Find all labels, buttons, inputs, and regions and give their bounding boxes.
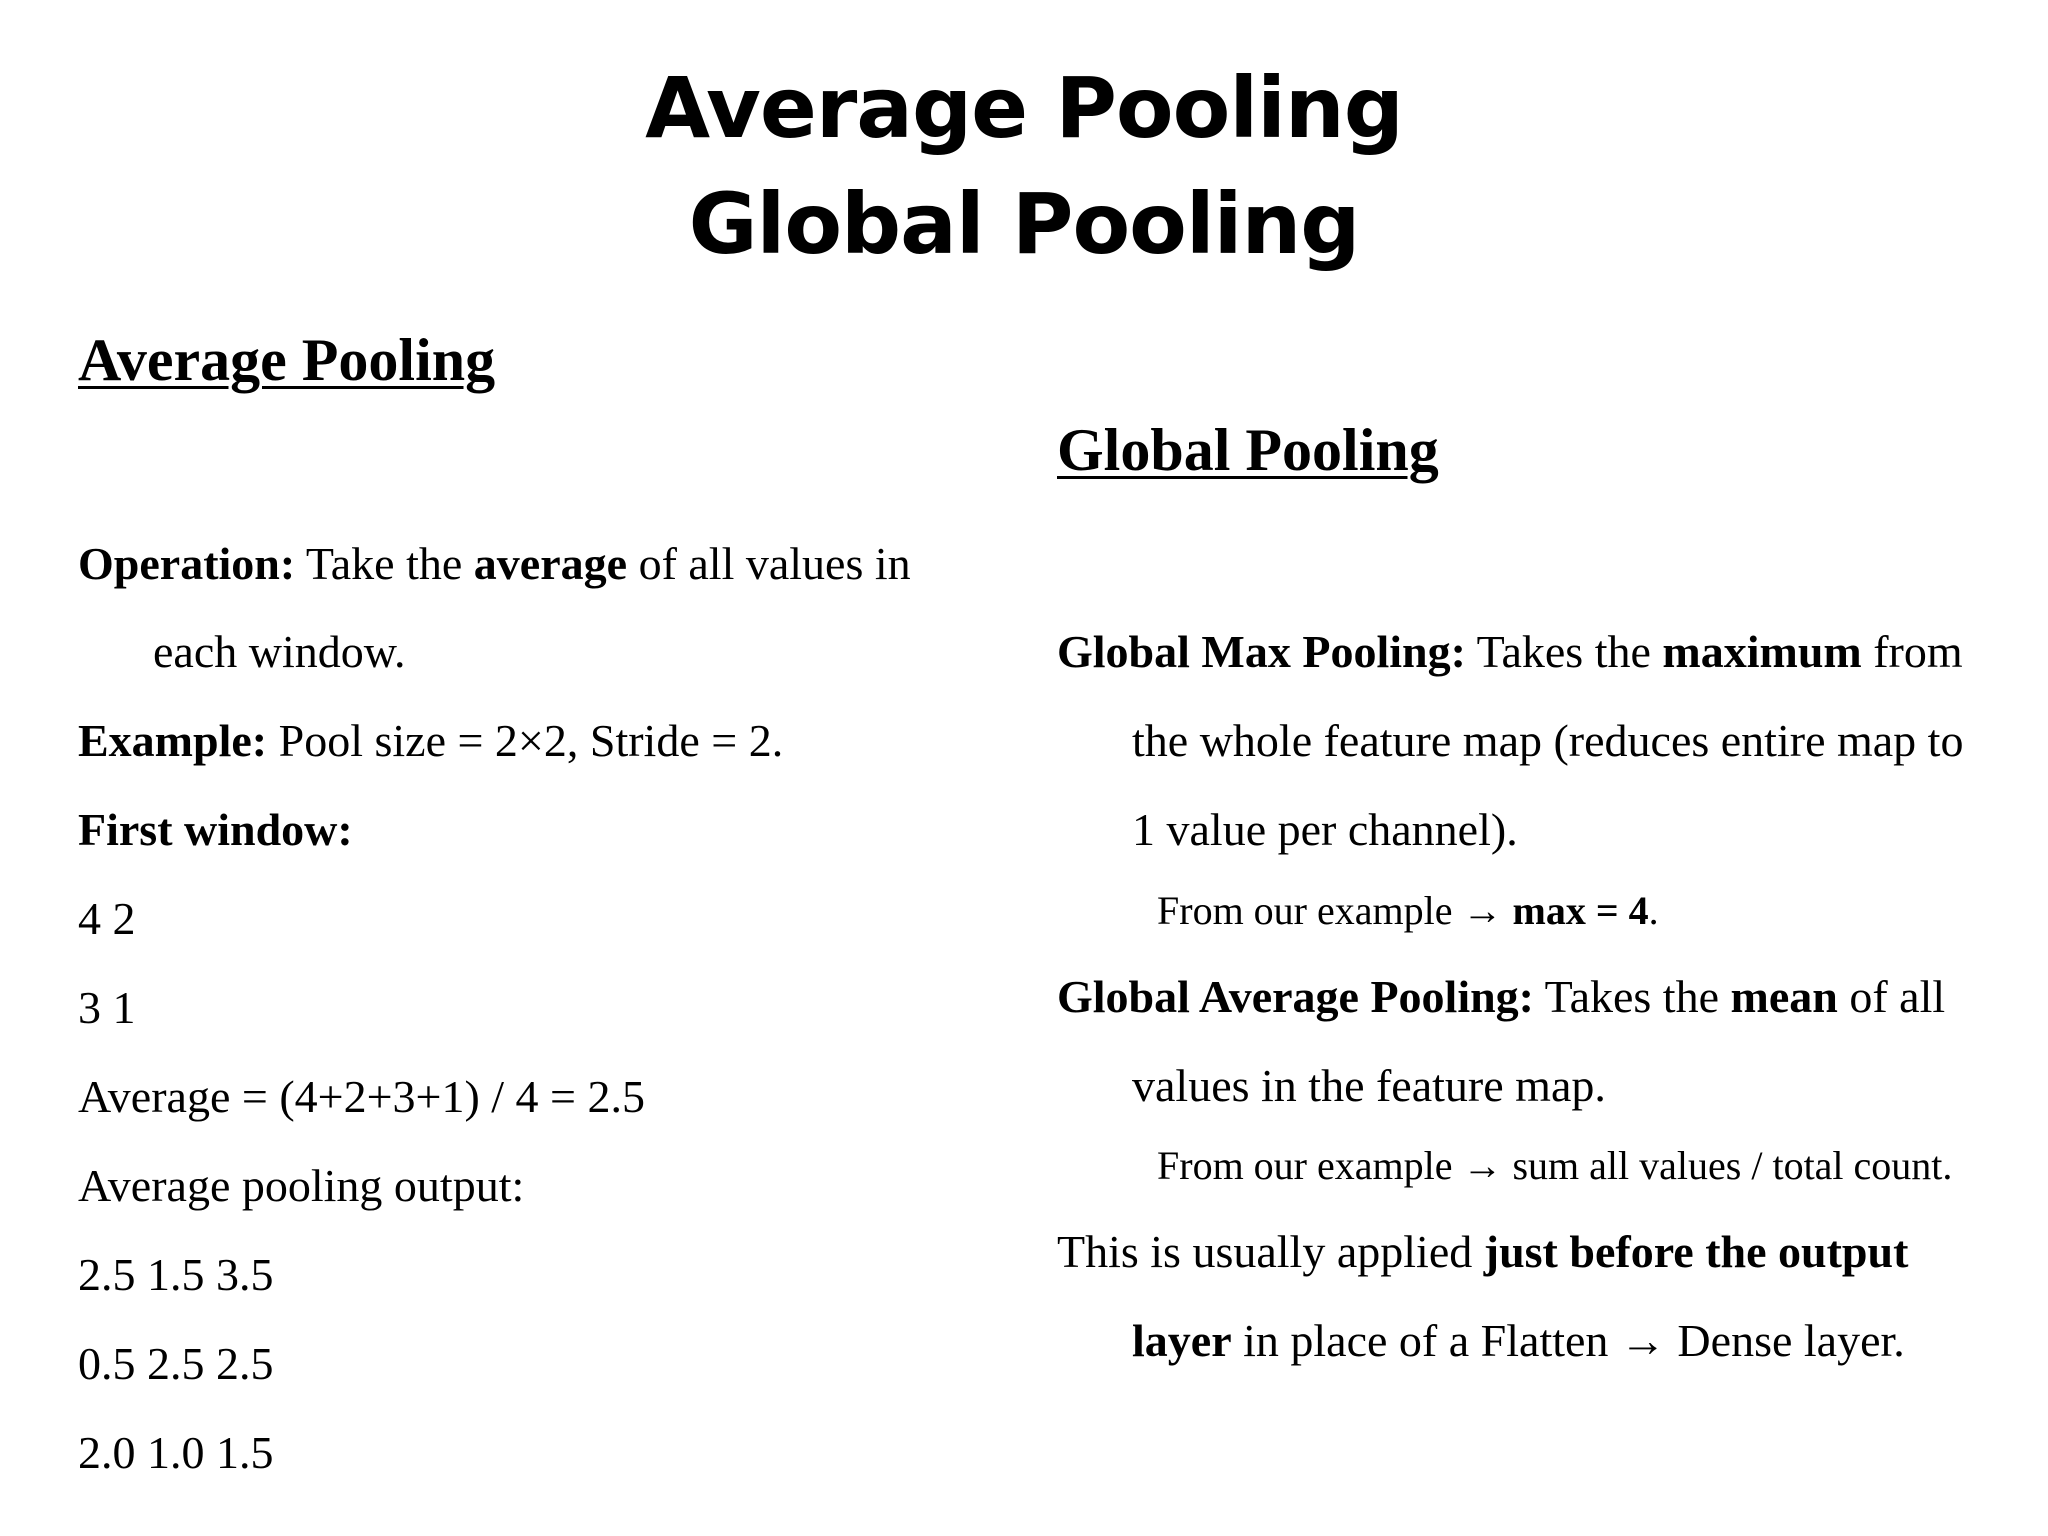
gmp-example (1157, 888, 1659, 933)
gmp-bold: maximum (1662, 626, 1862, 677)
gap-line (1057, 971, 1946, 1022)
global-pooling-heading: Global Pooling (1057, 417, 1439, 483)
example-line (78, 715, 784, 766)
first-window-label-text: First window: (78, 804, 353, 855)
gmp-example-bold: max = 4 (1512, 888, 1649, 933)
gmp-continuation-2: 1 value per channel). (1132, 804, 1518, 855)
gmp-line (1057, 626, 1963, 677)
usage-bold-2: layer (1132, 1315, 1232, 1366)
window-row-1: 4 2 (78, 893, 136, 944)
title-line-1: Average Pooling (645, 59, 1403, 157)
gmp-example-post: . (1648, 888, 1659, 933)
gap-text-post: of all (1837, 971, 1946, 1022)
usage-text-pre: This is usually applied (1057, 1226, 1484, 1277)
output-row-1: 2.5 1.5 3.5 (78, 1249, 274, 1300)
operation-bold: average (473, 538, 628, 589)
usage-bold-1: just before the output (1483, 1226, 1909, 1277)
average-pooling-heading: Average Pooling (78, 327, 496, 393)
gmp-continuation-1: the whole feature map (reduces entire map to (1132, 715, 1964, 766)
title-line-2: Global Pooling (688, 175, 1360, 273)
output-label: Average pooling output: (78, 1160, 525, 1211)
slide-title (0, 50, 2048, 282)
usage-continuation (1132, 1315, 1905, 1366)
example-text: Pool size = 2×2, Stride = 2. (267, 715, 784, 766)
gap-bold: mean (1730, 971, 1838, 1022)
gmp-example-text: From our example → (1157, 888, 1513, 933)
output-row-3: 2.0 1.0 1.5 (78, 1427, 274, 1478)
gap-label: Global Average Pooling: (1057, 971, 1535, 1022)
operation-continuation: each window. (153, 626, 406, 677)
window-row-2: 3 1 (78, 982, 136, 1033)
gmp-text-post: from (1861, 626, 1963, 677)
operation-text-post: of all values in (627, 538, 911, 589)
output-row-2: 0.5 2.5 2.5 (78, 1338, 274, 1389)
gap-continuation: values in the feature map. (1132, 1060, 1606, 1111)
operation-label: Operation: (78, 538, 296, 589)
gap-text-pre: Takes the (1534, 971, 1731, 1022)
example-label: Example: (78, 715, 268, 766)
average-calculation: Average = (4+2+3+1) / 4 = 2.5 (78, 1071, 646, 1122)
gap-example: From our example → sum all values / total count. (1157, 1143, 1953, 1188)
usage-text-post: in place of a Flatten → Dense layer. (1231, 1315, 1905, 1366)
usage-line (1057, 1226, 1909, 1277)
first-window-label (78, 804, 353, 855)
gmp-label: Global Max Pooling: (1057, 626, 1466, 677)
operation-line (78, 538, 911, 589)
operation-text-pre: Take the (295, 538, 474, 589)
gmp-text-pre: Takes the (1465, 626, 1663, 677)
